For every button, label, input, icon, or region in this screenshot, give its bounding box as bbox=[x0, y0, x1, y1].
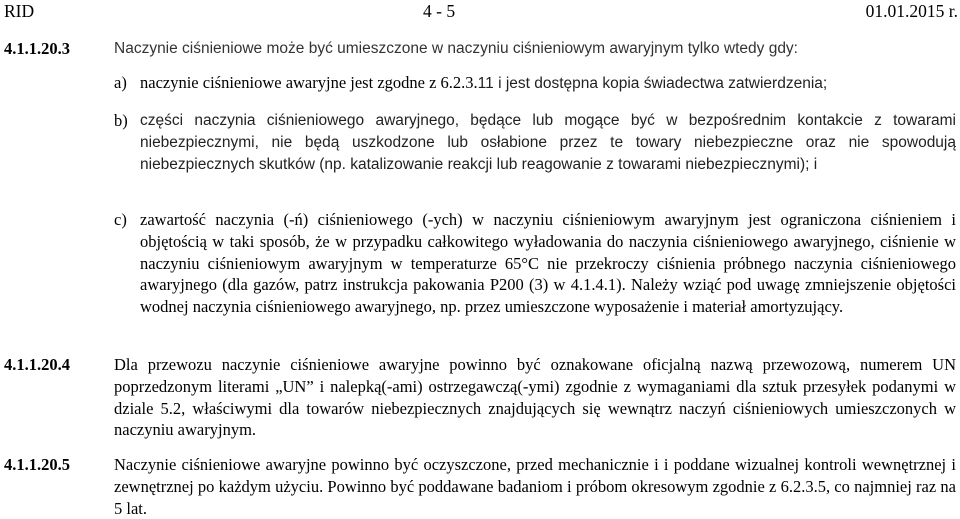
header-page-number: 4 - 5 bbox=[423, 1, 456, 21]
header-date: 01.01.2015 r. bbox=[865, 1, 958, 21]
page-header bbox=[4, 0, 958, 22]
list-item-label: b) bbox=[114, 111, 128, 130]
list-item-text: części naczynia ciśnieniowego awaryjnego, będące lub mogące być w bezpośrednim kontakcie z towarami niebezpiecznymi, nie będą uszkodzone lub osłabione przez te towary niebezpieczne oraz nie spowodują niebezpiecznych skutków (np. katalizowanie reakcji lub reagowanie z towarami niebezpiecznymi); i bbox=[140, 112, 956, 173]
list-item-label: c) bbox=[114, 210, 127, 229]
list-item-a bbox=[114, 72, 956, 95]
section-number-5: 4.1.1.20.5 bbox=[4, 455, 70, 474]
section-number-4: 4.1.1.20.4 bbox=[4, 355, 70, 374]
list-item-text: zawartość naczynia (-ń) ciśnieniowego (-ych) w naczyniu ciśnieniowym awaryjnym jest ograniczona ciśnieniem i objętością w taki sposób, że w przypadku całkowitego wyładowania do naczynia ciśnieniowego awaryjnego, ciśnienie w naczyniu ciśnieniowym awaryjnym w temperaturze 65°C nie przekroczy ciśnienia próbnego naczynia ciśnieniowego awaryjnego (dla gazów, patrz instrukcja pakowania P200 (3) w 4.1.4.1). Należy wziąć pod uwagę zmniejszenie objętości wodnej naczynia ciśnieniowego awaryjnego, np. przez umieszczone wyposażenie i materiał amortyzujący. bbox=[140, 210, 956, 317]
header-title: RID bbox=[4, 1, 35, 21]
list-item-text-sans: 11 i jest dostępna kopia świadectwa zatwierdzenia; bbox=[477, 75, 828, 92]
section-5-text: Naczynie ciśnieniowe awaryjne powinno być oczyszczone, przed mechanicznie i i poddane wizualnej kontroli wewnętrznej i zewnętrznej po każdym użyciu. Powinno być poddawane badaniom i próbom okresowym zgodnie z 6.2.3.5, co najmniej raz na 5 lat. bbox=[114, 455, 956, 518]
section-4-text: Dla przewozu naczynie ciśnieniowe awaryjne powinno być oznakowane oficjalną nazwą przewozową, numerem UN poprzedzonym literami „UN” i nalepką(-ami) ostrzegawczą(-ymi) zgodnie z wymaganiami dla sztuk przesyłek podanymi w dziale 5.2, właściwymi dla towarów niebezpiecznych znajdujących się wewnątrz naczyń ciśnieniowych umieszczonych w naczyniu awaryjnym. bbox=[114, 355, 956, 440]
list-item-text-serif: naczynie ciśnieniowe awaryjne jest zgodne z 6.2.3. bbox=[140, 73, 478, 92]
section-number-3: 4.1.1.20.3 bbox=[4, 39, 70, 58]
list-item-c bbox=[114, 209, 956, 318]
list-item-label: a) bbox=[114, 73, 127, 92]
list-item-text bbox=[140, 72, 956, 95]
section-3-lead: Naczynie ciśnieniowe może być umieszczone w naczyniu ciśnieniowym awaryjnym tylko wtedy gdy: bbox=[114, 40, 798, 57]
list-item-b bbox=[114, 110, 956, 175]
